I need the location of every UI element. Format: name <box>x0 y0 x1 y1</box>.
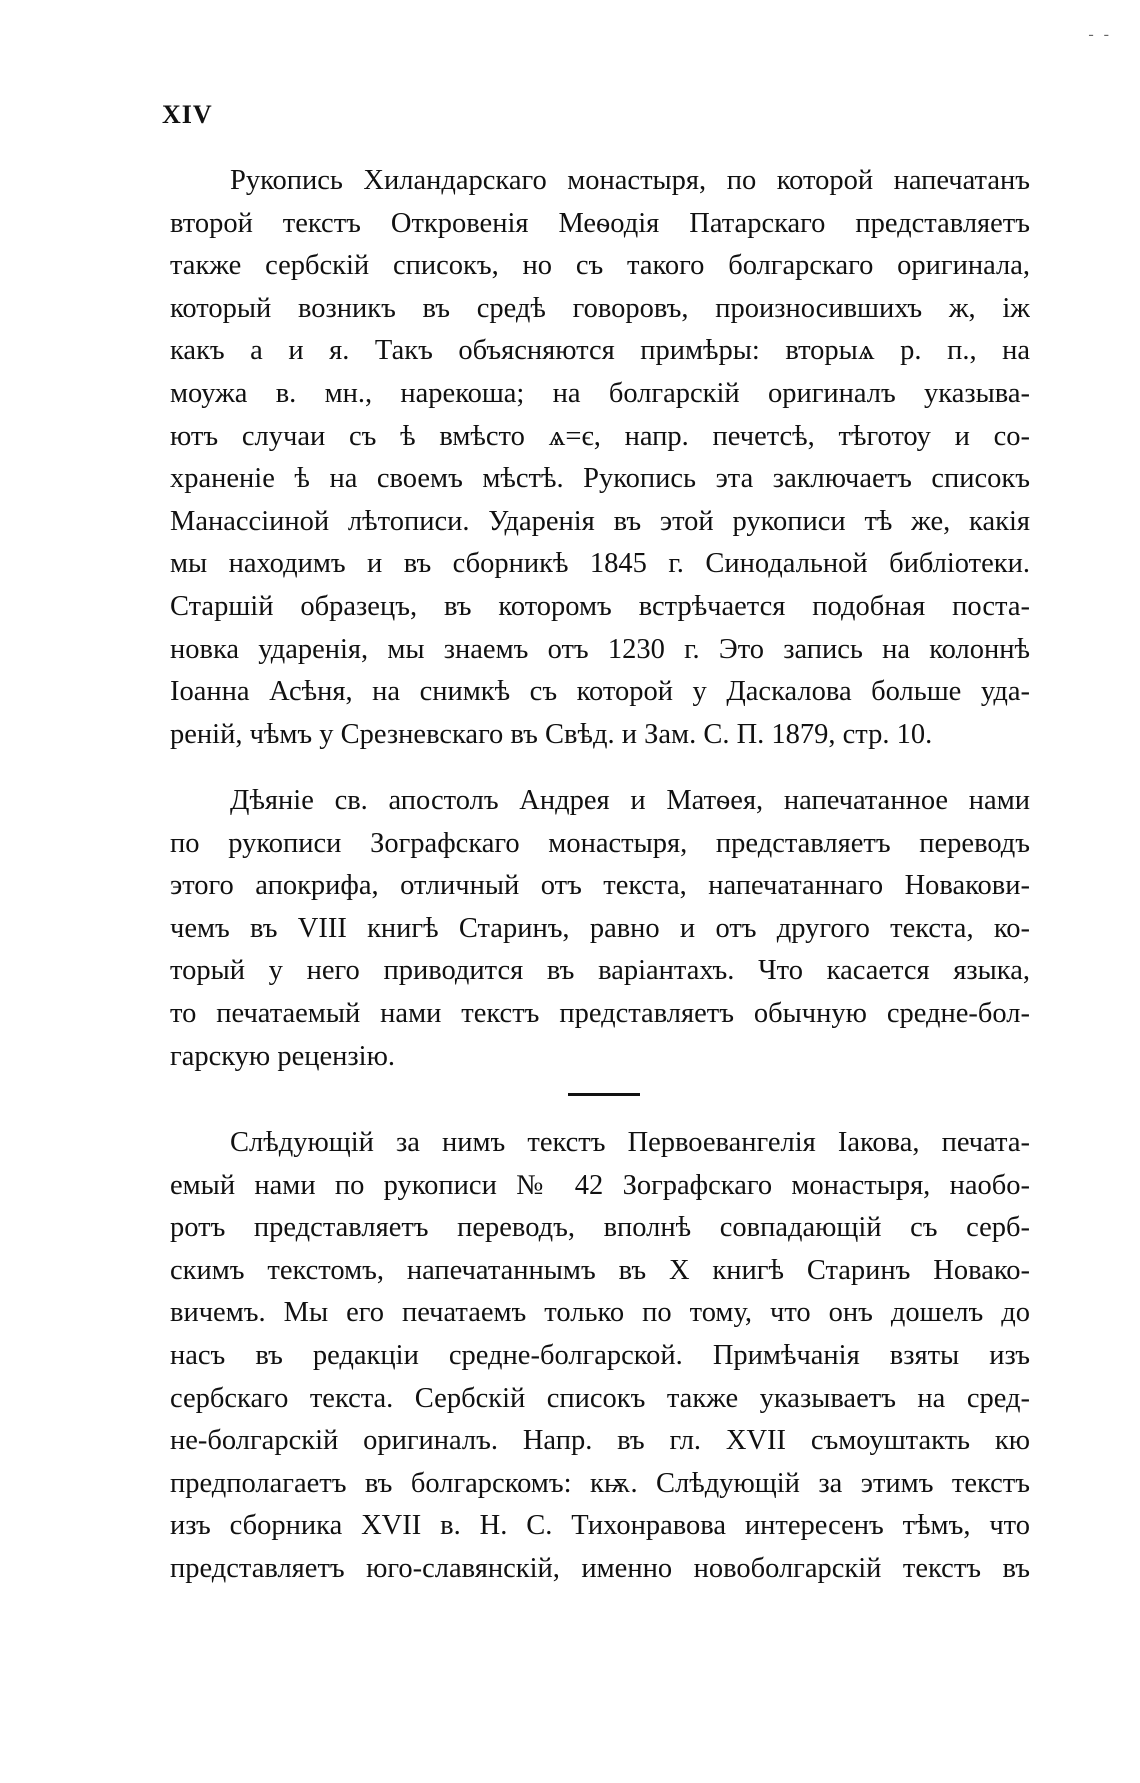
text-line: моужа в. мн., нарекоша; на болгарскій оригиналъ указыва- <box>170 377 1030 409</box>
text-line: вичемъ. Мы его печатаемъ только по тому, что онъ дошелъ до <box>170 1297 1030 1329</box>
paragraph-acts-of-andrew <box>170 780 1030 1078</box>
text-line: гарскую рецензію. <box>170 1040 395 1072</box>
text-line: не-болгарскій оригиналъ. Напр. въ гл. XVII съмоуштакть кю <box>170 1425 1030 1457</box>
text-line: торый у него приводится въ варіантахъ. Что касается языка, <box>170 955 1030 987</box>
text-line: то печатаемый нами текстъ представляетъ обычную средне-бол- <box>170 997 1030 1029</box>
paragraph-protoevangelium <box>170 1122 1030 1591</box>
text-line: реній, чѣмъ у Срезневскаго въ Свѣд. и Зам. С. П. 1879, стр. 10. <box>170 718 933 750</box>
corner-mark: - - <box>1088 26 1112 43</box>
text-line: скимъ текстомъ, напечатаннымъ въ X книгѣ Старинъ Новако- <box>170 1254 1030 1286</box>
text-line: чемъ въ VIII книгѣ Старинъ, равно и отъ другого текста, ко- <box>170 912 1030 944</box>
text-line: ротъ представляетъ переводъ, вполнѣ совпадающій съ серб- <box>170 1212 1030 1244</box>
text-line: какъ а и я. Такъ объясняются примѣры: вторыѧ р. п., на <box>170 335 1030 367</box>
text-line: Старшій образецъ, въ которомъ встрѣчается подобная поста- <box>170 590 1030 622</box>
text-line: Іоанна Асѣня, на снимкѣ съ которой у Даскалова больше уда- <box>170 676 1030 708</box>
text-line: который возникъ въ средѣ говоровъ, произносившихъ ж, іж <box>170 292 1030 324</box>
text-line: емый нами по рукописи № 42 Зографскаго монастыря, наобо- <box>170 1169 1030 1201</box>
text-line: Рукопись Хиландарскаго монастыря, по которой напечатанъ <box>230 165 1030 196</box>
text-line: ютъ случаи съ ѣ вмѣсто ѧ=є, напр. печетсѣ, тѣготоу и со- <box>170 420 1030 452</box>
text-line: насъ въ редакціи средне-болгарской. Примѣчанія взяты изъ <box>170 1339 1030 1371</box>
text-line: также сербскій списокъ, но съ такого болгарскаго оригинала, <box>170 250 1030 282</box>
text-line: второй текстъ Откровенія Меѳодія Патарскаго представляетъ <box>170 207 1030 239</box>
text-line: храненіе ѣ на своемъ мѣстѣ. Рукопись эта заключаетъ списокъ <box>170 463 1030 495</box>
text-line: предполагаетъ въ болгарскомъ: кѭ. Слѣдующій за этимъ текстъ <box>170 1467 1030 1499</box>
text-line: этого апокрифа, отличный отъ текста, напечатаннаго Новакови- <box>170 870 1030 902</box>
text-line: мы находимъ и въ сборникѣ 1845 г. Синодальной библіотеки. <box>170 548 1030 580</box>
paragraph-hilandar-manuscript <box>170 160 1030 756</box>
text-line: представляетъ юго-славянскій, именно новоболгарскій текстъ въ <box>170 1552 1030 1584</box>
page-number: XIV <box>162 100 213 129</box>
text-line: изъ сборника XVII в. Н. С. Тихонравова интересенъ тѣмъ, что <box>170 1510 1030 1542</box>
text-line: Слѣдующій за нимъ текстъ Первоевангелія Іакова, печата- <box>230 1127 1030 1158</box>
text-line: сербскаго текста. Сербскій списокъ также указываетъ на сред- <box>170 1382 1030 1414</box>
text-line: Манассіиной лѣтописи. Ударенія въ этой рукописи тѣ же, какія <box>170 505 1030 537</box>
text-line: новка ударенія, мы знаемъ отъ 1230 г. Это запись на колоннѣ <box>170 633 1030 665</box>
section-divider <box>568 1093 640 1096</box>
text-line: Дѣяніе св. апостолъ Андрея и Матѳея, напечатанное нами <box>230 785 1030 816</box>
text-line: по рукописи Зографскаго монастыря, представляетъ переводъ <box>170 827 1030 859</box>
